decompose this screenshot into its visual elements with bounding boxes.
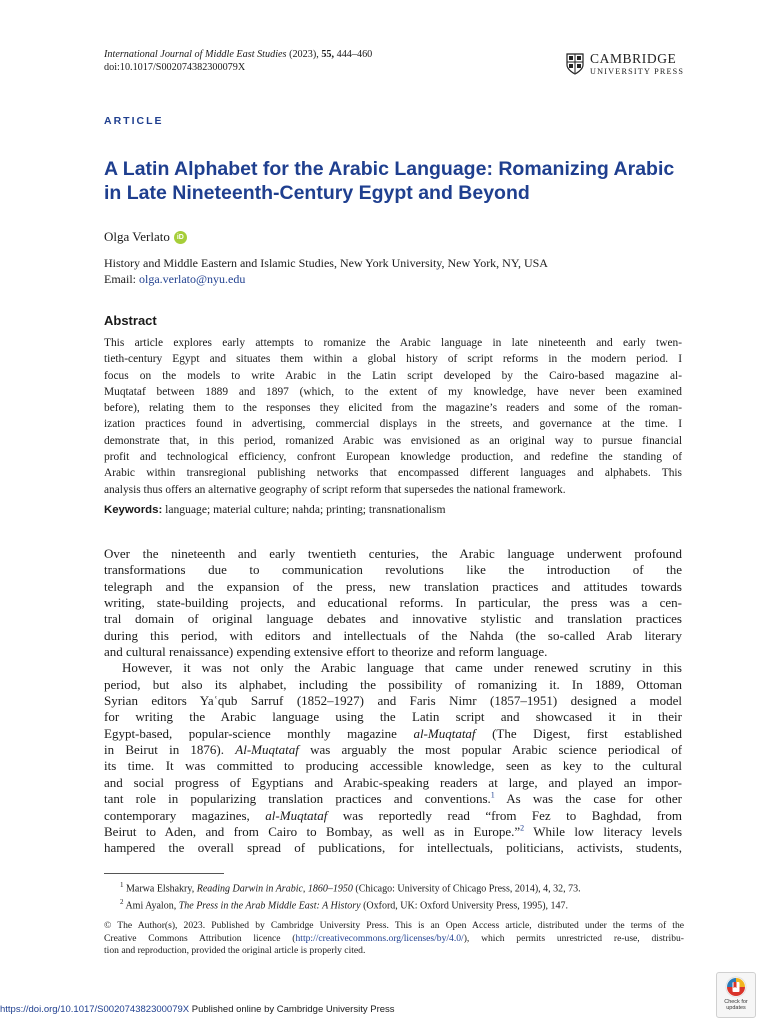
copyright-notice: [104, 920, 684, 958]
email-label: Email:: [104, 272, 136, 286]
body-line: writing, state-building projects, and educational reforms. In particular, the press was a cen-: [104, 595, 682, 611]
abstract-line: ization practices found in advertising, commercial displays in the streets, and governance at the time. I: [104, 418, 682, 431]
author-name: Olga Verlato: [104, 229, 170, 244]
author-email-link[interactable]: olga.verlato@nyu.edu: [139, 272, 246, 286]
keywords-value: language; material culture; nahda; printing; transnationalism: [165, 503, 446, 516]
abstract-line: analysis thus offers an alternative geography of script reform that supersedes the national framework.: [104, 483, 566, 496]
publisher-name: CAMBRIDGE: [590, 51, 677, 67]
body-line: period, but also its alphabet, including the possibility of romanizing it. In 1889, Ottoman: [104, 676, 682, 692]
body-line: contemporary magazines, al-Muqtataf was reportedly read “from Fez to Baghdad, from: [104, 807, 682, 823]
body-line: and social progress of Egyptians and Arabic-speaking readers at large, and played an impor-: [104, 774, 682, 790]
footnote-ref-1[interactable]: 1: [490, 791, 495, 800]
body-line: Over the nineteenth and early twentieth centuries, the Arabic language underwent profound: [104, 546, 682, 561]
abstract-body: [104, 335, 682, 498]
body-line: telegraph and the expansion of the press, new translation practices and attitudes towards: [104, 578, 682, 594]
article-title: A Latin Alphabet for the Arabic Language: Romanizing Arabic in Late Nineteenth-Century Egypt and Beyond: [104, 158, 675, 204]
abstract-line: Muqtataf between 1889 and 1897 (which, to the extent of my knowledge, have never been examined: [104, 385, 682, 398]
abstract-line: profit and technological efficiency, confront European knowledge production, and redefine the standing of: [104, 451, 682, 464]
body-line: tral domain of original language debates and innovative stylistic and translation practices: [104, 611, 682, 627]
author-line: [104, 229, 187, 245]
abstract-line: demonstrate that, in this period, romanized Arabic was envisioned as an original way to pursue financial: [104, 434, 682, 447]
abstract-line: focus on the models to write Arabic in the Latin script developed by the Cairo-based magazine al-: [104, 369, 682, 382]
copyright-line: tion and reproduction, provided the original article is properly cited.: [104, 945, 366, 956]
publisher-press: UNIVERSITY PRESS: [590, 66, 685, 76]
check-for-updates-button[interactable]: [716, 972, 756, 1018]
body-line: However, it was not only the Arabic language that came under renewed scrutiny in this: [122, 660, 682, 676]
body-line: Syrian editors Yaʿqub Sarruf (1852–1927) and Faris Nimr (1857–1951) designed a model: [104, 693, 682, 709]
abstract-line: before), relating them to the responses they elicited from the magazine’s readers and some of the roman-: [104, 402, 682, 415]
body-line: tant role in popularizing translation practices and conventions.$^1$ As was the case for other: [104, 791, 682, 807]
bottom-doi-bar: [0, 1004, 395, 1015]
footnote-2: $^2$ Ami Ayalon, The Press in the Arab Middle East: A History (Oxford, UK: Oxford University Press, 1995), 147.: [120, 897, 569, 912]
journal-name: International Journal of Middle East Studies: [104, 49, 287, 60]
orcid-icon[interactable]: iD: [174, 231, 187, 244]
article-type-label: ARTICLE: [104, 115, 164, 127]
body-line: Egypt-based, popular-science monthly magazine al-Muqtataf (The Digest, first established: [104, 725, 682, 741]
journal-volume: 55,: [321, 49, 335, 60]
body-line: transformations due to communication revolutions like the introduction of the: [104, 562, 682, 578]
body-line: its time. It was committed to producing accessible knowledge, seen as key to the cultural: [104, 758, 682, 774]
body-line: Beirut to Aden, and from Cairo to Bombay, as well as in Europe.”$^2$ While low literacy levels: [104, 823, 682, 839]
journal-pages: 444–460: [336, 49, 373, 60]
body-line: and cultural renaissance) expending extensive effort to theorize and reform language.: [104, 644, 548, 660]
author-email-line: [104, 272, 245, 287]
published-online-text: Published online by Cambridge University Press: [191, 1004, 395, 1015]
footnote-ref-2[interactable]: 2: [520, 823, 525, 833]
body-line: for writing the Arabic language using the Latin script and showcased it in their: [104, 709, 682, 725]
footnote-1: $^1$ Marwa Elshakry, Reading Darwin in Arabic, 1860–1950 (Chicago: University of Chicago Press, 2014), 4, 32, 73.: [120, 881, 581, 895]
abstract-line: Arabic within transregional publishing networks that encompassed different languages and alphabets. This: [104, 467, 682, 480]
keywords-label: Keywords:: [104, 504, 163, 516]
author-affiliation: History and Middle Eastern and Islamic Studies, New York University, New York, NY, USA: [104, 256, 548, 270]
cambridge-logo: [566, 50, 686, 78]
abstract-line: This article explores early attempts to romanize the Arabic language in late nineteenth and early twen-: [104, 337, 682, 349]
body-line: hampered the overall spread of publications, for intellectuals, politicians, activists, students,: [104, 840, 682, 856]
keywords-line: [104, 503, 446, 516]
abstract-heading: Abstract: [104, 313, 157, 328]
license-link[interactable]: http://creativecommons.org/licenses/by/4.0/: [295, 932, 464, 944]
copyright-line: Creative Commons Attribution licence (http://creativecommons.org/licenses/by/4.0/), which permits unrestricted re-use, distribu-: [104, 932, 684, 944]
footnote-divider: [104, 873, 224, 874]
body-line: during this period, with editors and intellectuals of the Nahda (the so-called Arab literary: [104, 627, 682, 643]
article-body: [104, 546, 682, 857]
check-updates-icon: [725, 976, 747, 998]
footnotes: [104, 879, 684, 913]
check-updates-label: Check for updates: [724, 999, 748, 1011]
journal-year: (2023),: [289, 49, 319, 60]
cambridge-shield-icon: [566, 53, 584, 75]
journal-doi: doi:10.1017/S002074382300079X: [104, 62, 246, 73]
body-line: in Beirut in 1876). Al-Muqtataf was arguably the most popular Arabic science periodical of: [104, 742, 682, 758]
abstract-line: tieth-century Egypt and situates them within a global history of script reforms in the modern period. I: [104, 353, 682, 366]
doi-link[interactable]: https://doi.org/10.1017/S002074382300079X: [0, 1004, 190, 1015]
copyright-line: © The Author(s), 2023. Published by Cambridge University Press. This is an Open Access article, distributed under the terms of the: [104, 920, 684, 931]
